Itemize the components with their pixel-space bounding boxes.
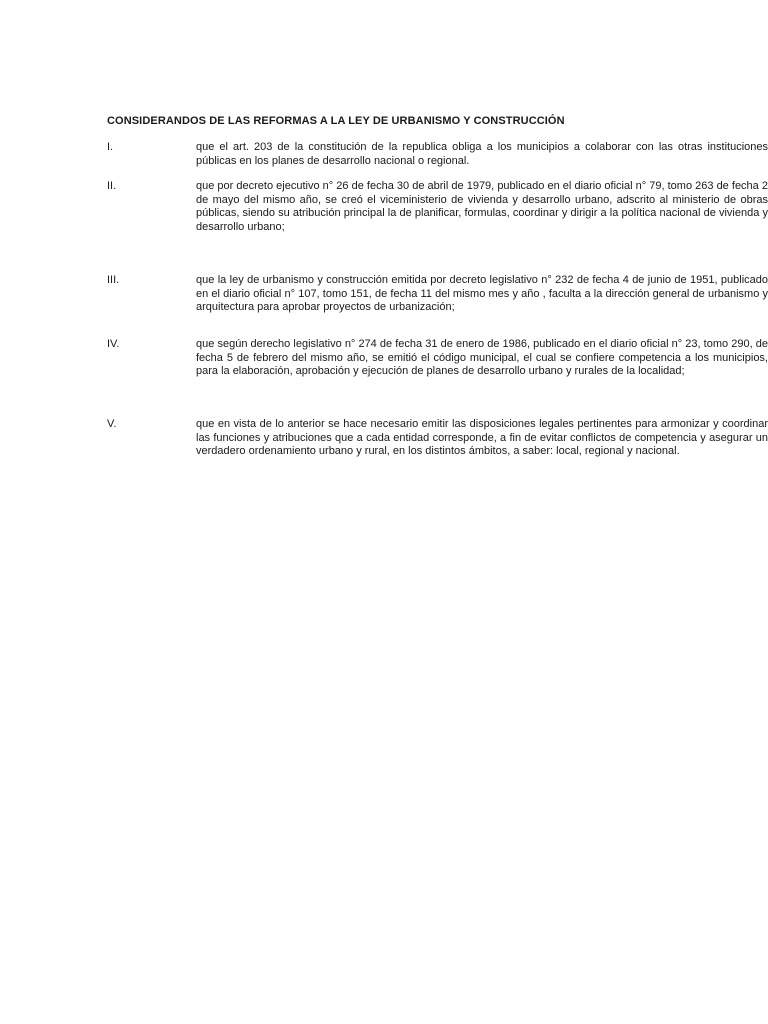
item-text: que la ley de urbanismo y construcción emitida por decreto legislativo n° 232 de fecha 4 de junio de 1951, publicado en el diario oficial n° 107, tomo 151, de fecha 11 del mismo mes y año , faculta a la dirección general de urbanismo y arquitectura para aprobar proyectos de urbanización; — [196, 274, 768, 313]
item-text: que el art. 203 de la constitución de la republica obliga a los municipios a colaborar con las otras instituciones públicas en los planes de desarrollo nacional o regional. — [196, 141, 768, 167]
item-text: que en vista de lo anterior se hace necesario emitir las disposiciones legales pertinentes para armonizar y coordinar las funciones y atribuciones que a cada entidad corresponde, a fin de evitar conflictos de competencia y asegurar un verdadero ordenamiento urbano y rural, en los distintos ámbitos, a saber: local, regional y nacional. — [196, 418, 768, 457]
item-numeral: III. — [107, 274, 120, 286]
item-text: que según derecho legislativo n° 274 de fecha 31 de enero de 1986, publicado en el diario oficial n° 23, tomo 290, de fecha 5 de febrero del mismo año, se emitió el código municipal, el cual se confiere competencia a los municipios, para la elaboración, aprobación y ejecución de planes de desarrollo urbano y rurales de la localidad; — [196, 338, 768, 377]
item-numeral: I. — [107, 141, 114, 153]
item-text: que por decreto ejecutivo n° 26 de fecha 30 de abril de 1979, publicado en el diario oficial n° 79, tomo 263 de fecha 2 de mayo del mismo año, se creó el viceministerio de vivienda y desarrollo urbano, adscrito al ministerio de obras públicas, siendo su atribución principal la de planificar, formulas, coordinar y dirigir a la política nacional de vivienda y desarrollo urbano; — [196, 180, 768, 233]
item-numeral: V. — [107, 418, 117, 430]
item-numeral: IV. — [107, 338, 120, 350]
item-numeral: II. — [107, 180, 117, 192]
document-title: CONSIDERANDOS DE LAS REFORMAS A LA LEY DE URBANISMO Y CONSTRUCCIÓN — [107, 115, 565, 127]
